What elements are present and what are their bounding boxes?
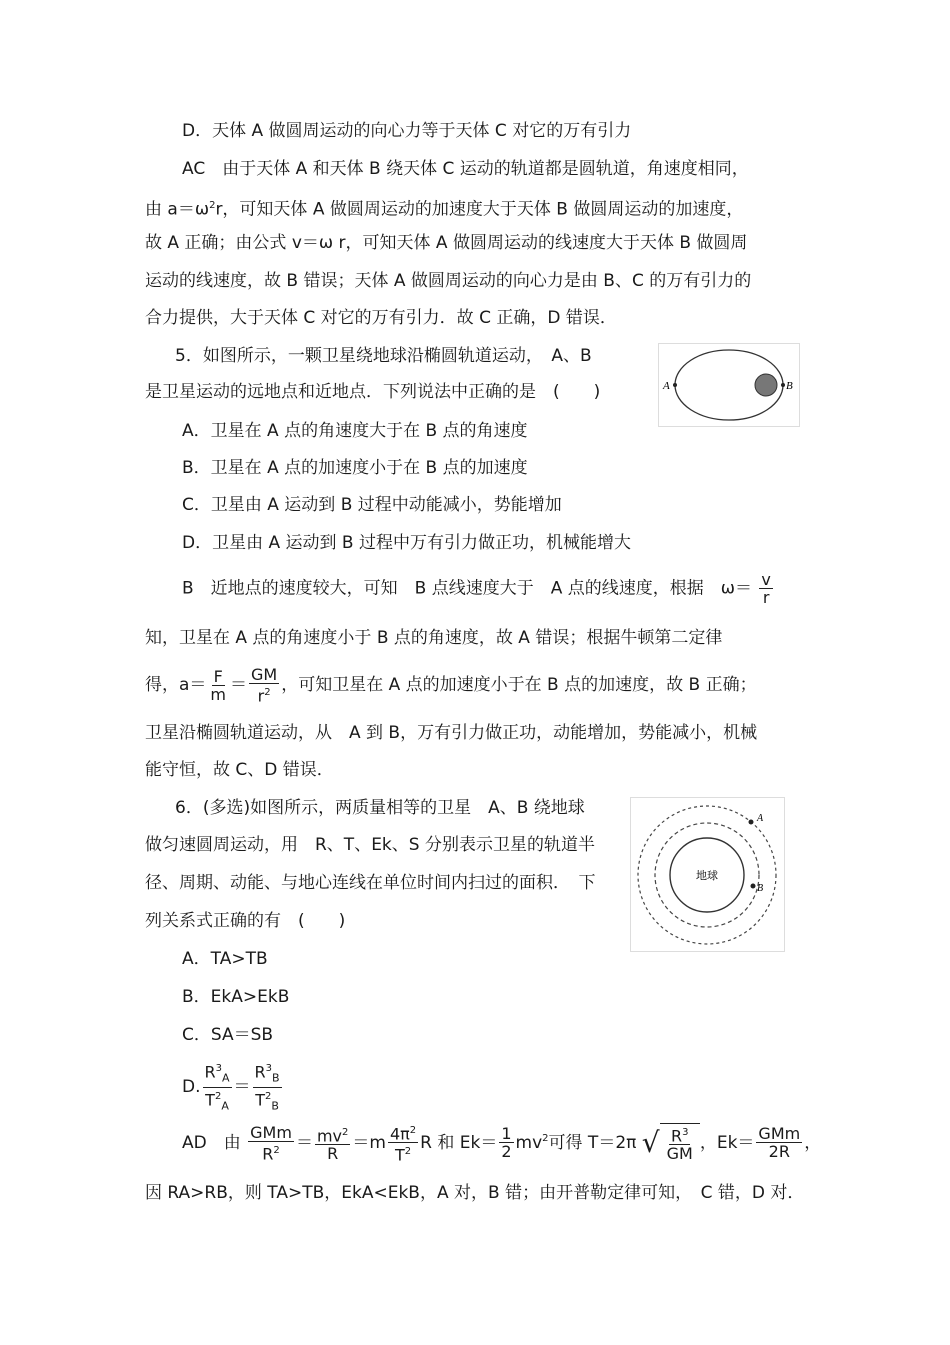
q6-answer-line1 [182,1122,821,1164]
denominator: R [327,1144,339,1163]
q5-answer-line3 [145,666,757,704]
numerator: GMm [758,1124,801,1144]
q5-option-a: A．卫星在 A 点的角速度大于在 B 点的角速度 [182,421,528,441]
t: T [394,1145,405,1165]
q5-stem-line1: 5．如图所示，一颗卫星绕地球沿椭圆轨道运动， A、B [175,346,592,366]
q5-option-c: C．卫星由 A 运动到 B 过程中动能减小，势能增加 [182,495,562,515]
q5-answer-line2: 知，卫星在 A 点的角速度小于 B 点的角速度，故 A 错误；根据牛顿第二定律 [145,628,723,648]
numerator [388,1122,418,1143]
radicand [660,1123,700,1162]
sup: 3 [682,1127,689,1139]
q5-option-b: B．卫星在 A 点的加速度小于在 B 点的加速度 [182,458,528,478]
q6-stem-line1: 6．(多选)如图所示，两质量相等的卫星 A、B 绕地球 [175,798,585,818]
numerator: 1 [501,1124,512,1144]
q4-answer-line4: 运动的线速度，故 B 错误；天体 A 做圆周运动的向心力是由 B、C 的万有引力的 [145,271,752,291]
earth-circle [755,374,777,396]
text: R 和 Ek＝ [420,1132,498,1153]
denominator: r [762,588,770,607]
q6-option-d [182,1060,284,1114]
text: B 近地点的速度较大，可知 B 点线速度大于 A 点的线速度，根据 ω＝ [182,578,752,599]
sup: 2 [264,687,271,698]
sub: B [271,1099,279,1113]
fraction-ra-ta [203,1060,232,1114]
r: R [262,1144,274,1163]
text: r，可知天体 A 做圆周运动的加速度大于天体 B 做圆周运动的加速度， [215,199,744,220]
point-b [781,383,785,387]
mv: mv [316,1126,342,1145]
q6-option-c: C．SA＝SB [182,1025,274,1045]
q6-stem-line4: 列关系式正确的有 ( ) [145,911,346,931]
fraction-4pi2-t2 [388,1122,418,1164]
denominator: m [210,684,227,704]
sqrt-expression [642,1123,700,1162]
denominator: GM [666,1144,693,1164]
fraction-mv2-r [315,1124,350,1162]
q4-answer-line3: 故 A 正确；由公式 v＝ω r，可知天体 A 做圆周运动的线速度大于天体 B 做圆周 [145,233,748,253]
fraction-gmm-2r [756,1125,802,1160]
text: 得，a＝ [145,675,207,696]
text: AD 由 [182,1132,241,1153]
denominator: 2 [501,1142,512,1162]
text: mv [515,1132,543,1153]
label-a: A [757,813,764,824]
denominator: 2R [768,1142,790,1162]
q5-answer-line1 [182,571,775,606]
sub: A [221,1099,229,1113]
fraction-1-2 [499,1125,513,1160]
fraction-r3-gm [665,1124,695,1162]
r: R [204,1062,216,1082]
sup: 2 [214,1090,222,1102]
label-b: B [786,380,793,392]
sub: B [272,1071,280,1085]
q4-answer-line5: 合力提供，大于天体 C 对它的万有引力．故 C 正确，D 错误． [145,308,617,328]
text: 可得 T＝2π [548,1132,637,1153]
q6-stem-line3: 径、周期、动能、与地心连线在单位时间内扫过的面积． 下 [145,873,596,893]
sup: 2 [264,1090,272,1102]
numerator: GM [251,665,278,684]
label-a: A [663,380,670,392]
numerator [253,1060,282,1088]
q6-option-a: A．TA>TB [182,949,268,969]
q4-option-d: D．天体 A 做圆周运动的向心力等于天体 C 对它的万有引力 [182,121,632,141]
text: 由 a＝ω [145,199,210,220]
sub: A [222,1071,230,1085]
fraction-f-m [208,668,228,703]
earth-label: 地球 [696,869,718,882]
equals-m: ＝m [352,1132,386,1153]
denominator [253,1088,281,1115]
sup: 3 [215,1063,222,1074]
q5-option-d: D．卫星由 A 运动到 B 过程中万有引力做正功，机械能增大 [182,533,631,553]
numerator [203,1060,232,1088]
sup: 2 [342,1126,349,1138]
numerator [315,1124,350,1145]
sup: 3 [265,1063,273,1074]
equals: ＝ [230,675,248,696]
text: ， [804,1132,822,1153]
fraction-gm-r2 [249,666,279,704]
equals: ＝ [295,1132,313,1153]
t: T [205,1089,215,1109]
numerator: F [213,666,223,686]
figure-frame [659,344,800,427]
q5-answer-line5: 能守恒，故 C、D 错误． [145,760,334,780]
denominator [393,1143,413,1163]
denominator [260,1142,282,1162]
q4-answer-line2 [145,195,743,221]
r: R [670,1126,683,1146]
r: R [254,1062,266,1082]
text: ，Ek＝ [699,1132,755,1153]
q5-stem-line2: 是卫星运动的远地点和近地点．下列说法中正确的是 ( ) [145,382,601,402]
r: r [257,686,265,706]
q6-stem-line2: 做匀速圆周运动，用 R、T、Ek、S 分别表示卫星的轨道半 [145,835,595,855]
point-a [673,383,677,387]
satellite-a [749,820,754,825]
radical-sign: √ [641,1125,660,1159]
equals: ＝ [233,1077,251,1098]
denominator [256,684,273,704]
denominator [203,1088,231,1115]
text: D. [182,1077,201,1098]
sup: 2 [209,200,216,211]
fraction-rb-tb [253,1060,282,1114]
t: T [255,1089,265,1109]
fraction-v-r [759,571,772,606]
sup: 2 [273,1144,280,1156]
sup: 2 [404,1146,412,1158]
four-pi: 4π [389,1124,410,1144]
label-b: B [757,883,764,894]
text: ，可知卫星在 A 点的加速度小于在 B 点的加速度，故 B 正确； [281,675,757,696]
numerator: v [761,570,771,589]
fraction-gmm-r2 [248,1124,294,1162]
q5-answer-line4: 卫星沿椭圆轨道运动，从 A 到 B，万有引力做正功，动能增加，势能减小，机械 [145,723,758,743]
circular-orbits-figure [630,797,785,952]
q6-option-b: B．EkA>EkB [182,987,290,1007]
satellite-b [751,884,756,889]
ellipse-orbit-figure [658,343,800,427]
q6-answer-line2: 因 RA>RB，则 TA>TB，EkA<EkB，A 对，B 错；由开普勒定律可知， C 错，D 对． [145,1183,805,1203]
numerator [669,1124,691,1145]
numerator: GMm [250,1122,292,1142]
sup: 2 [409,1125,417,1136]
q4-answer-line1: AC 由于天体 A 和天体 B 绕天体 C 运动的轨道都是圆轨道，角速度相同， [182,159,749,179]
sup: 2 [542,1133,549,1145]
